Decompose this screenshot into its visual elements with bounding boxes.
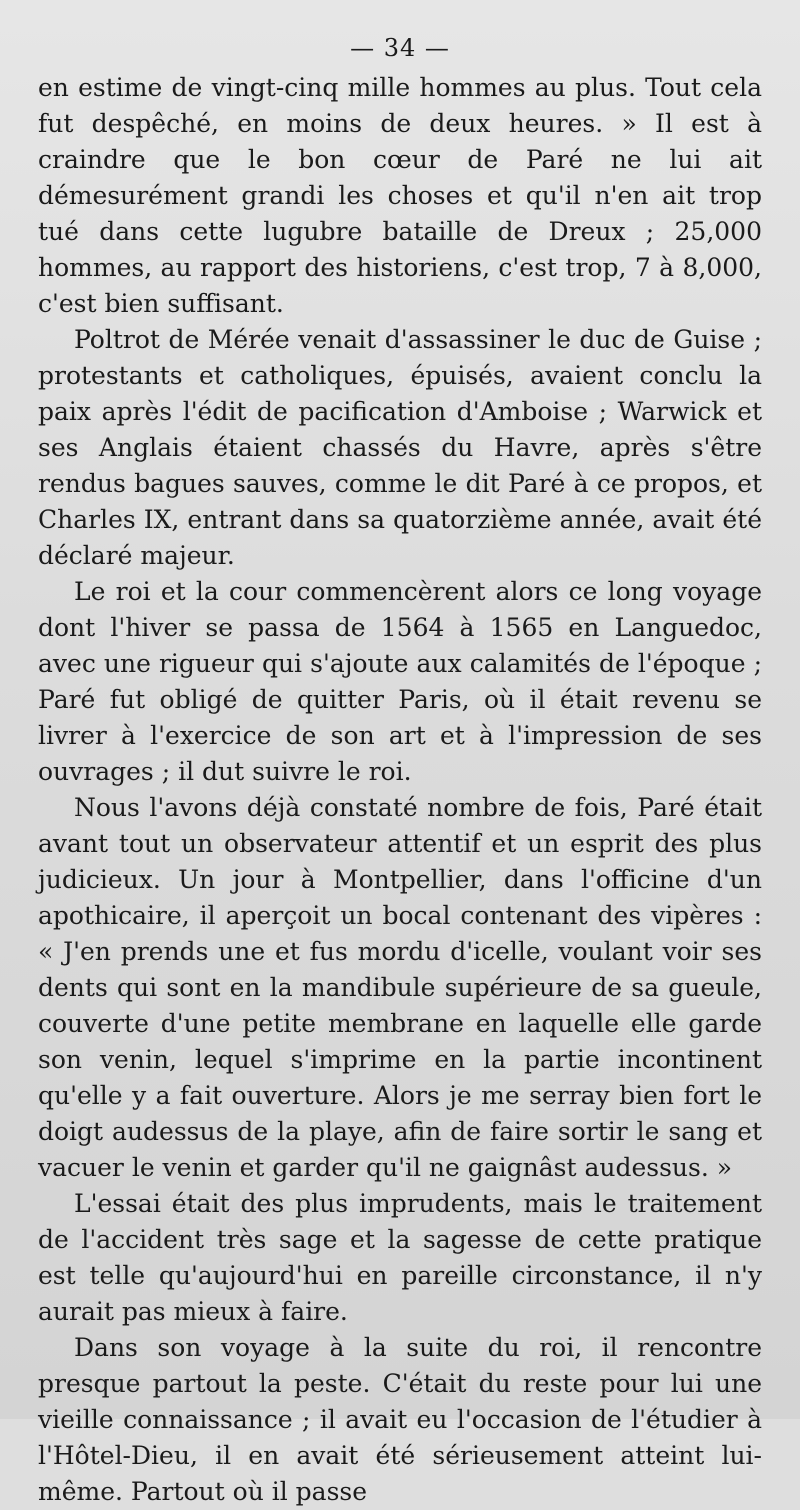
paragraph-5: L'essai était des plus imprudents, mais le traitement de l'accident très sage et la sagesse de cette pratique est telle qu'aujourd'hui en pareille circonstance, il n'y aurait pas mieux à faire. [38,1189,762,1326]
paragraph-2: Poltrot de Mérée venait d'assassiner le duc de Guise ; protestants et catholiques, épuisés, avaient conclu la paix après l'édit de pacification d'Amboise ; Warwick et ses Anglais étaient chassés du Havre, après s'être rendus bagues sauves, comme le dit Paré à ce propos, et Charles IX, entrant dans sa quatorzième année, avait été déclaré majeur. [38,325,762,570]
page-number: — 34 — [350,34,450,62]
body-text [38,70,762,1510]
paragraph-6: Dans son voyage à la suite du roi, il rencontre presque partout la peste. C'était du reste pour lui une vieille connaissance ; il avait eu l'occasion de l'étudier à l'Hôtel-Dieu, il en avait été sérieusement atteint lui-même. Partout où il passe [38,1333,762,1506]
paragraph-3: Le roi et la cour commencèrent alors ce long voyage dont l'hiver se passa de 1564 à 1565 en Languedoc, avec une rigueur qui s'ajoute aux calamités de l'époque ; Paré fut obligé de quitter Paris, où il était revenu se livrer à l'exercice de son art et à l'impression de ses ouvrages ; il dut suivre le roi. [38,577,762,786]
paragraph-4: Nous l'avons déjà constaté nombre de fois, Paré était avant tout un observateur attentif et un esprit des plus judicieux. Un jour à Montpellier, dans l'officine d'un apothicaire, il aperçoit un bocal contenant des vipères : « J'en prends une et fus mordu d'icelle, voulant voir ses dents qui sont en la mandibule supérieure de sa gueule, couverte d'une petite membrane en laquelle elle garde son venin, lequel s'imprime en la partie incontinent qu'elle y a fait ouverture. Alors je me serray bien fort le doigt audessus de la playe, afin de faire sortir le sang et vacuer le venin et garder qu'il ne gaignâst audessus. » [38,793,762,1182]
paragraph-1: en estime de vingt-cinq mille hommes au plus. Tout cela fut despêché, en moins de deux heures. » Il est à craindre que le bon cœur de Paré ne lui ait démesurément grandi les choses et qu'il n'en ait trop tué dans cette lugubre bataille de Dreux ; 25,000 hommes, au rapport des historiens, c'est trop, 7 à 8,000, c'est bien suffisant. [38,73,762,318]
